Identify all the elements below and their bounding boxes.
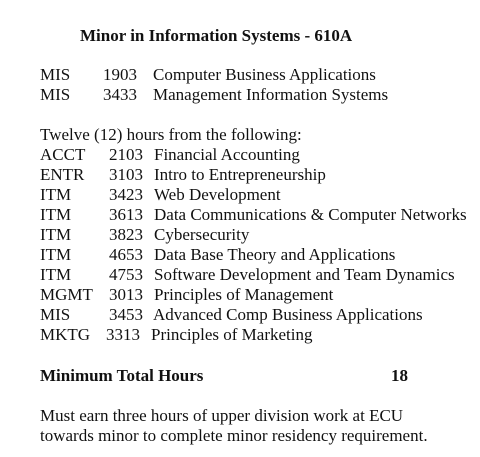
total-hours-label: Minimum Total Hours — [40, 366, 204, 385]
course-name: Data Base Theory and Applications — [154, 245, 396, 264]
course-name: Financial Accounting — [154, 145, 300, 164]
course-name: Management Information Systems — [153, 85, 389, 104]
page-title: Minor in Information Systems - 610A — [80, 26, 353, 45]
course-dept: ITM — [40, 205, 72, 224]
course-number: 3423 — [109, 185, 143, 204]
course-number: 3823 — [109, 225, 143, 244]
course-name: Cybersecurity — [154, 225, 250, 244]
course-name: Advanced Comp Business Applications — [153, 305, 423, 324]
course-dept: ITM — [40, 245, 72, 264]
total-hours-value: 18 — [391, 366, 408, 385]
course-dept: ITM — [40, 225, 72, 244]
course-dept: MKTG — [40, 325, 91, 344]
course-name: Web Development — [154, 185, 281, 204]
course-number: 4653 — [109, 245, 143, 264]
course-number: 3613 — [109, 205, 143, 224]
course-number: 3013 — [109, 285, 143, 304]
residency-note-line-2: towards minor to complete minor residency requirement. — [40, 426, 428, 445]
course-name: Principles of Management — [154, 285, 334, 304]
electives-intro: Twelve (12) hours from the following: — [40, 125, 302, 144]
course-number: 1903 — [103, 65, 137, 84]
course-dept: MIS — [40, 65, 71, 84]
course-number: 3453 — [109, 305, 143, 324]
course-number: 3103 — [109, 165, 143, 184]
course-dept: ITM — [40, 185, 72, 204]
course-dept: ITM — [40, 265, 72, 284]
course-dept: MIS — [40, 85, 71, 104]
course-dept: ACCT — [40, 145, 86, 164]
course-name: Software Development and Team Dynamics — [154, 265, 455, 284]
course-number: 4753 — [109, 265, 143, 284]
course-number: 3313 — [106, 325, 140, 344]
course-number: 3433 — [103, 85, 137, 104]
course-name: Intro to Entrepreneurship — [154, 165, 326, 184]
course-dept: MIS — [40, 305, 71, 324]
course-name: Data Communications & Computer Networks — [154, 205, 467, 224]
course-name: Principles of Marketing — [151, 325, 313, 344]
course-number: 2103 — [109, 145, 143, 164]
course-dept: ENTR — [40, 165, 85, 184]
course-name: Computer Business Applications — [153, 65, 376, 84]
course-dept: MGMT — [40, 285, 93, 304]
residency-note-line-1: Must earn three hours of upper division work at ECU — [40, 406, 404, 425]
